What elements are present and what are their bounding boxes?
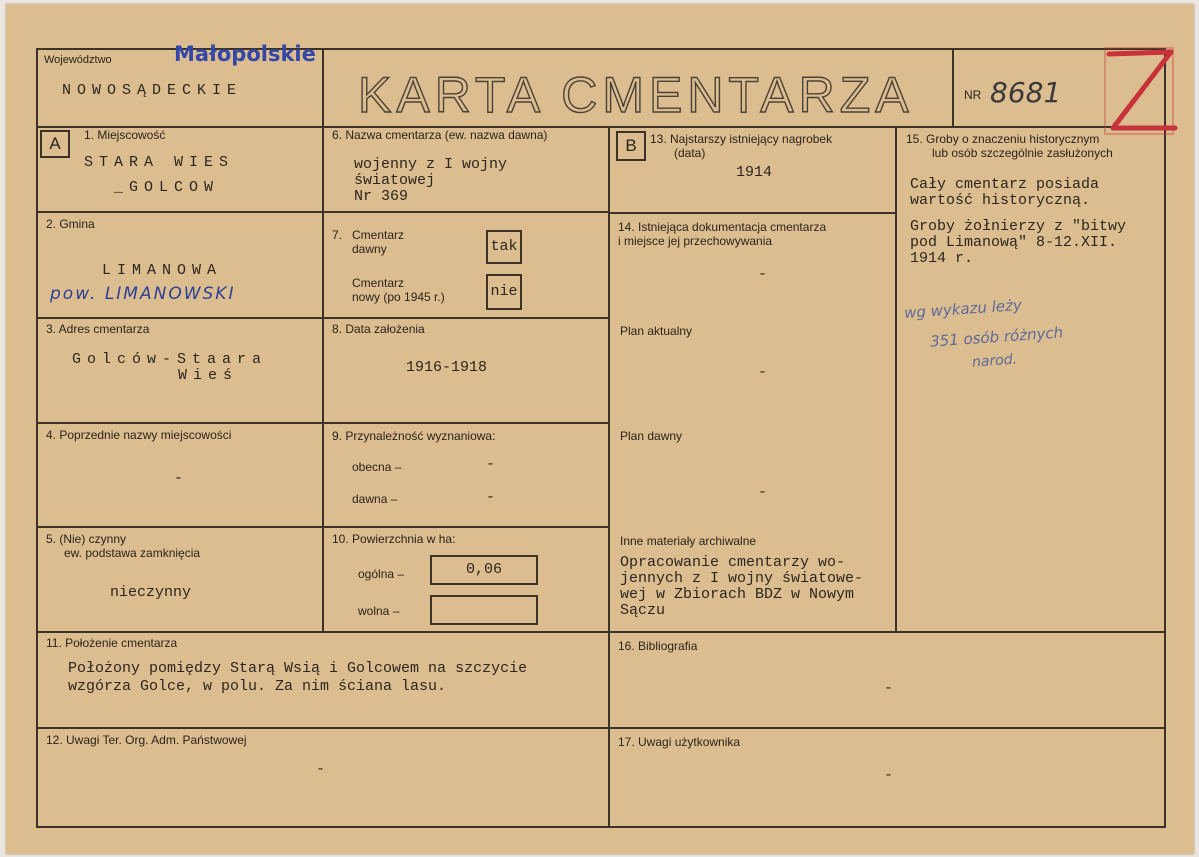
f6-line1: wojenny z I wojny [354, 156, 508, 173]
stamp-z-icon [1099, 44, 1179, 140]
f2-handwritten: pow. LIMANOWSKI [50, 284, 236, 304]
f5-label-1: 5. (Nie) czynny [46, 532, 127, 546]
card-title: KARTA CMENTARZA [358, 67, 914, 123]
f2-value: LIMANOWA [102, 262, 223, 279]
f3-line1: Golców-Staara [72, 351, 268, 368]
f4-label: 4. Poprzednie nazwy miejscowości [46, 428, 232, 442]
rule-row-mid [36, 631, 1166, 633]
rule-col1 [322, 48, 324, 633]
f16-value: - [884, 680, 894, 697]
voivodeship-value: NOWOSĄDECKIE [62, 82, 243, 99]
f15-para2-line1: Groby żołnierzy z "bitwy [910, 218, 1127, 235]
rule-col2 [608, 126, 610, 828]
rule-bottom [36, 826, 1166, 828]
f10-wolna-label: wolna – [358, 604, 400, 618]
f3-line2: Wieś [178, 367, 239, 384]
voivodeship-handwritten: Małopolskie [174, 42, 316, 66]
f9-label: 9. Przynależność wyznaniowa: [332, 429, 496, 443]
f17-value: - [884, 767, 894, 784]
f15-hand-line3: narod. [971, 351, 1018, 371]
f5-value: nieczynny [110, 584, 192, 601]
rule-row-low [36, 727, 1166, 729]
inne-line2: jennych z I wojny światowe- [620, 570, 864, 587]
inne-label: Inne materiały archiwalne [620, 534, 757, 548]
f1-label: 1. Miejscowość [84, 128, 166, 142]
f15-label-1: 15. Groby o znaczeniu historycznym [906, 132, 1100, 146]
f10-ogolna-box: 0,06 [430, 555, 538, 585]
rule-under-header [36, 126, 1166, 128]
nr-label: NR [964, 88, 982, 102]
plan-aktualny-label: Plan aktualny [620, 324, 693, 338]
f10-label: 10. Powierzchnia w ha: [332, 532, 456, 546]
f9-dawna-value: - [486, 489, 496, 506]
plan-aktualny-value: - [758, 364, 768, 381]
f7-dawny-box: tak [486, 230, 522, 264]
section-b-letter: B [616, 131, 646, 161]
f9-obecna-label: obecna – [352, 460, 402, 474]
f7-nowy-label-1: Cmentarz [352, 276, 405, 290]
cemetery-card [6, 4, 1194, 854]
f15-label-2: lub osób szczególnie zasłużonych [932, 146, 1113, 160]
f3-label: 3. Adres cmentarza [46, 322, 150, 336]
f2-label: 2. Gmina [46, 217, 95, 231]
f15-hand-line2: 351 osób różnych [929, 323, 1064, 351]
f14-label-2: i miejsce jej przechowywania [618, 234, 773, 248]
f15-hand-line1: wg wykazu leży [903, 295, 1023, 323]
f7-nowy-box: nie [486, 274, 522, 310]
inne-line3: wej w Zbiorach BDZ w Nowym [620, 586, 855, 603]
f7-dawny-label-1: Cmentarz [352, 228, 405, 242]
f14-label-1: 14. Istniejąca dokumentacja cmentarza [618, 220, 827, 234]
f15-para2-line3: 1914 r. [910, 250, 974, 267]
f6-line2: światowej [354, 172, 436, 189]
f11-line1: Położony pomiędzy Starą Wsią i Golcowem na szczycie [68, 660, 528, 677]
rule-col3 [895, 126, 897, 633]
f7-label: 7. [332, 228, 343, 242]
section-a-letter: A [40, 130, 70, 158]
f11-line2: wzgórza Golce, w polu. Za nim ściana lasu. [68, 678, 447, 695]
f13-label-1: 13. Najstarszy istniejący nagrobek [650, 132, 833, 146]
rule-right [1164, 48, 1166, 828]
f14-value: - [758, 266, 768, 283]
rule-header-nr [952, 48, 954, 128]
f12-value: - [316, 761, 326, 778]
f17-label: 17. Uwagi użytkownika [618, 735, 741, 749]
f7-dawny-label-2: dawny [352, 242, 387, 256]
f15-para1-line1: Cały cmentarz posiada [910, 176, 1100, 193]
rule-left [36, 48, 38, 828]
f5-label-2: ew. podstawa zamknięcia [64, 546, 201, 560]
f13-label-2: (data) [674, 146, 706, 160]
f9-dawna-label: dawna – [352, 492, 398, 506]
f12-label: 12. Uwagi Ter. Org. Adm. Państwowej [46, 733, 247, 747]
f15-para1-line2: wartość historyczną. [910, 192, 1091, 209]
plan-dawny-value: - [758, 484, 768, 501]
f6-line3: Nr 369 [354, 188, 409, 205]
voivodeship-label: Województwo [44, 54, 112, 66]
f9-obecna-value: - [486, 456, 496, 473]
f6-label: 6. Nazwa cmentarza (ew. nazwa dawna) [332, 128, 548, 142]
f10-ogolna-label: ogólna – [358, 567, 405, 581]
nr-value: 8681 [990, 76, 1062, 109]
f13-value: 1914 [736, 164, 773, 181]
f1-line2: _GOLCOW [114, 179, 220, 196]
plan-dawny-label: Plan dawny [620, 429, 683, 443]
f16-label: 16. Bibliografia [618, 639, 698, 653]
f11-label: 11. Położenie cmentarza [46, 636, 178, 650]
rule-row-b1 [610, 212, 896, 214]
f4-value: - [174, 470, 184, 487]
f8-label: 8. Data założenia [332, 322, 425, 336]
f8-value: 1916-1918 [406, 359, 488, 376]
inne-line1: Opracowanie cmentarzy wo- [620, 554, 846, 571]
f1-line1: STARA WIES [84, 154, 235, 171]
inne-line4: Sączu [620, 602, 666, 619]
f15-para2-line2: pod Limanową" 8-12.XII. [910, 234, 1118, 251]
f7-nowy-label-2: nowy (po 1945 r.) [352, 290, 445, 304]
f10-wolna-box [430, 595, 538, 625]
